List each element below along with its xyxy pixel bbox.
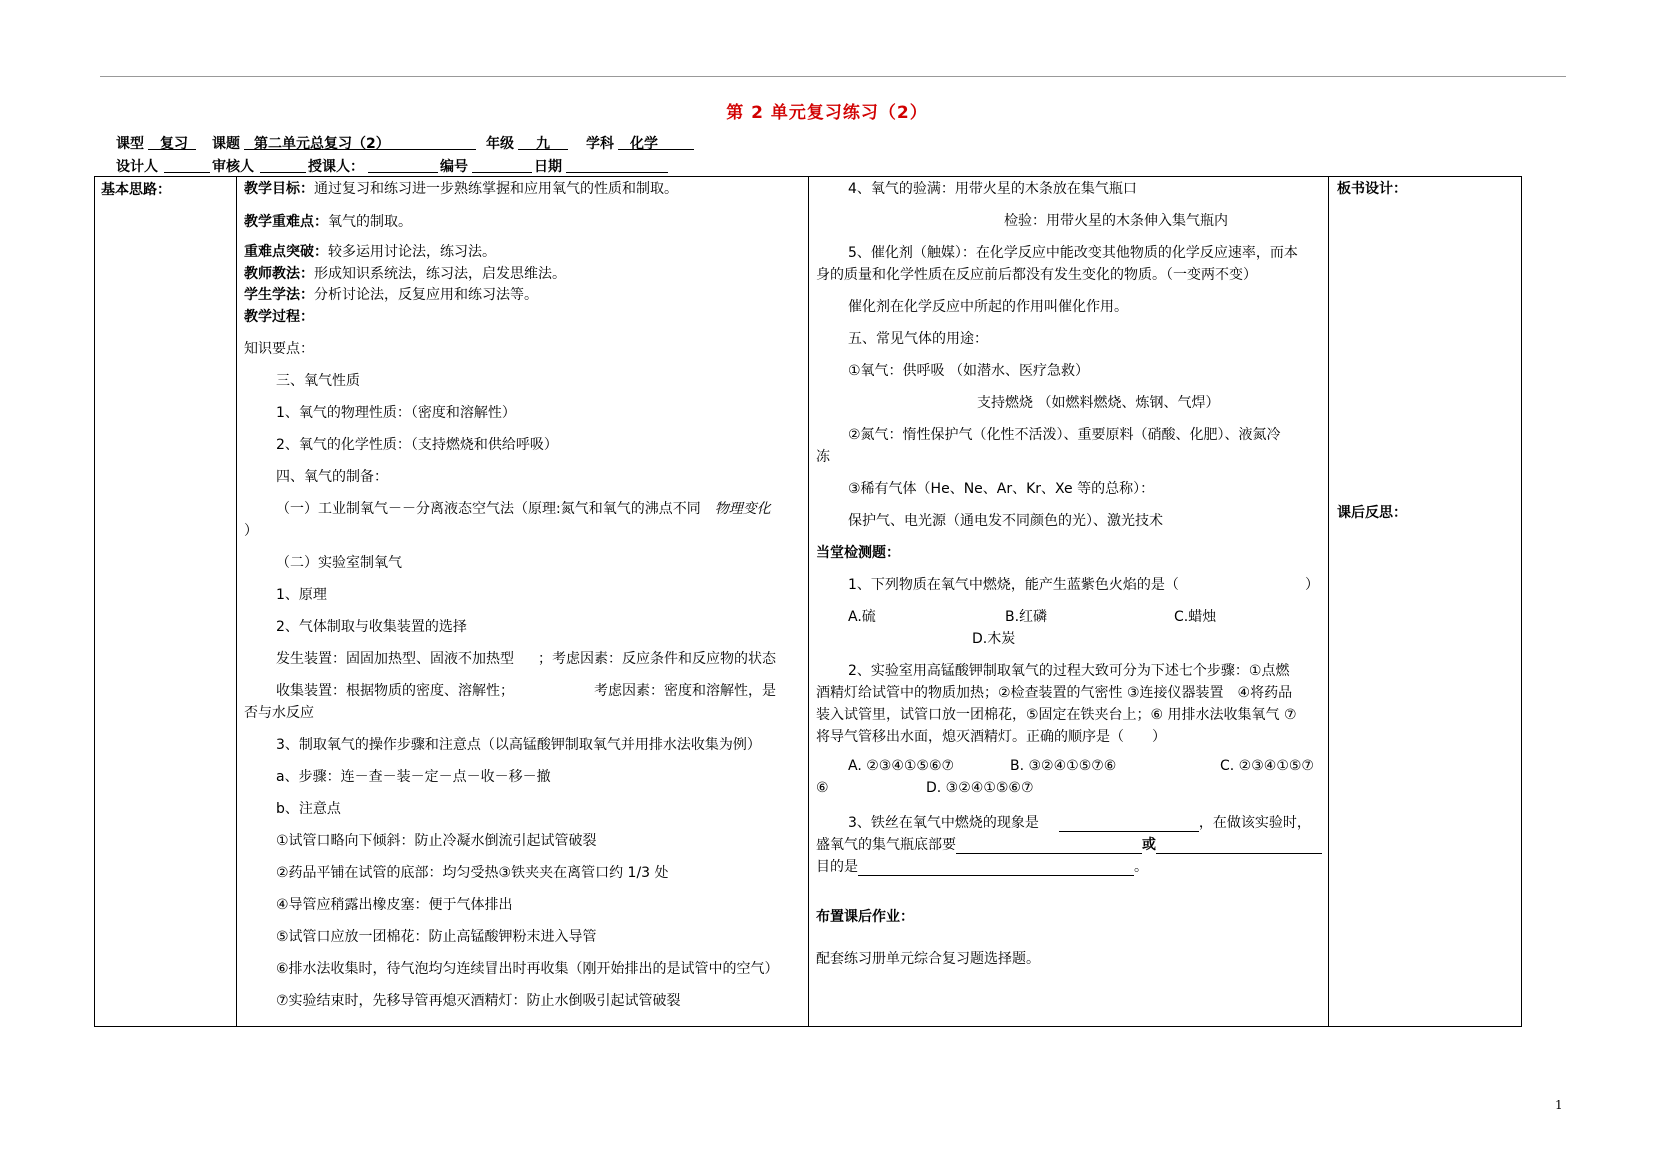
page-number: 1 [1555, 1098, 1563, 1112]
homework-label: 布置课后作业： [816, 909, 914, 925]
question-3-line-2: 盛氧气的集气瓶底部要 或 [816, 834, 1322, 854]
col-board-design [1329, 177, 1522, 1027]
item-4-1-close: ） [244, 523, 258, 539]
q1-option-c: C.蜡烛 [1174, 609, 1217, 625]
teacher-underline [368, 156, 438, 173]
reviewer-label: 审核人 [212, 159, 254, 175]
learn-method-line: 学生学法：分析讨论法，反复应用和练习法等。 [244, 287, 538, 303]
question-1: 1、下列物质在氧气中燃烧，能产生蓝紫色火焰的是（ [848, 577, 1179, 593]
key-line: 教学重难点：氧气的制取。 [244, 214, 412, 230]
quiz-label: 当堂检测题： [816, 545, 900, 561]
question-2-line-4: 将导气管移出水面，熄灭酒精灯。正确的顺序是（ ） [816, 729, 1166, 745]
q3-purpose-blank [858, 861, 1134, 876]
board-design-label: 板书设计： [1337, 181, 1407, 197]
lesson-type-label: 课型 [116, 136, 144, 152]
q1-option-a: A.硫 [848, 609, 876, 625]
date-underline [566, 156, 668, 173]
section-5: 五、常见气体的用途： [848, 331, 988, 347]
question-2-line-1: 2、实验室用高锰酸钾制取氧气的过程大致可分为下述七个步骤：①点燃 [848, 663, 1290, 679]
teacher-label: 授课人： [308, 159, 364, 175]
question-3-line-1: 3、铁丝在氧气中燃烧的现象是 ，在做该实验时， [848, 815, 1311, 831]
goal-line: 教学目标：通过复习和练习进一步熟练掌握和应用氧气的性质和制取。 [244, 181, 678, 197]
catalyst-line-2: 身的质量和化学性质在反应前后都没有发生变化的物质。（一变两不变） [816, 267, 1257, 283]
use-noble-gas: ③稀有气体（He、Ne、Ar、Kr、Xe 等的总称）： [848, 481, 1155, 497]
q3-phenomenon-blank [1059, 817, 1199, 832]
section-3: 三、氧气性质 [276, 373, 360, 389]
collection-device-cont: 否与水反应 [244, 705, 314, 721]
date-label: 日期 [534, 159, 562, 175]
generation-device-line: 发生装置：固固加热型、固液不加热型 ；考虑因素：反应条件和反应物的状态 [276, 651, 776, 667]
item-4-2-1: 1、原理 [276, 587, 327, 603]
use-oxygen: ①氧气：供呼吸 （如潜水、医疗急救） [848, 363, 1089, 379]
q2-option-c: C. ②③④①⑤⑦ [1220, 758, 1314, 774]
number-underline [472, 156, 532, 173]
item-4-1: （一）工业制氧气－－分离液态空气法（原理:氮气和氧气的沸点不同 物理变化 [276, 501, 771, 517]
note-5: ⑤试管口应放一团棉花：防止高锰酸钾粉末进入导管 [276, 929, 597, 945]
knowledge-label: 知识要点： [244, 341, 314, 357]
grade-label: 年级 [486, 136, 514, 152]
notes-label: b、注意点 [276, 801, 341, 817]
col-teaching [237, 177, 809, 1027]
designer-underline [164, 156, 210, 173]
use-nitrogen-2: 冻 [816, 449, 830, 465]
header-rule [100, 76, 1566, 77]
topic-label: 课题 [212, 136, 240, 152]
catalyst-effect: 催化剂在化学反应中所起的作用叫催化作用。 [848, 299, 1128, 315]
catalyst-line-1: 5、催化剂（触媒）：在化学反应中能改变其他物质的化学反应速率，而本 [848, 245, 1298, 261]
col-basic-idea [95, 177, 237, 1027]
item-4-verify-full: 4、氧气的验满：用带火星的木条放在集气瓶口 [848, 181, 1137, 197]
q3-bottom-blank [956, 839, 1142, 854]
question-2-line-2: 酒精灯给试管中的物质加热；②检查装置的气密性 ③连接仪器装置 ④将药品 [816, 685, 1293, 701]
homework-text: 配套练习册单元综合复习题选择题。 [816, 951, 1040, 967]
item-3-2: 2、氧气的化学性质：（支持燃烧和供给呼吸） [276, 437, 558, 453]
reflection-label: 课后反思： [1337, 505, 1407, 521]
note-6: ⑥排水法收集时，待气泡均匀连续冒出时再收集（刚开始排出的是试管中的空气） [276, 961, 779, 977]
topic-value: 第二单元总复习（2） [254, 136, 390, 152]
item-4-2-2: 2、气体制取与收集装置的选择 [276, 619, 467, 635]
note-7: ⑦实验结束时，先移导管再熄灭酒精灯：防止水倒吸引起试管破裂 [276, 993, 681, 1009]
lesson-plan-table [94, 176, 1522, 1027]
item-4-2-3: 3、制取氧气的操作步骤和注意点（以高锰酸钾制取氧气并用排水法收集为例） [276, 737, 761, 753]
use-oxygen-2: 支持燃烧 （如燃料燃烧、炼钢、气焊） [977, 395, 1220, 411]
q2-option-a: A. ②③④①⑤⑥⑦ [848, 758, 955, 774]
number-label: 编号 [440, 159, 468, 175]
note-4: ④导管应稍露出橡皮塞：便于气体排出 [276, 897, 513, 913]
breakthrough-line: 重难点突破：较多运用讨论法，练习法。 [244, 244, 496, 260]
steps-line: a、步骤：连－查－装－定－点－收－移－撤 [276, 769, 551, 785]
process-label: 教学过程： [244, 309, 314, 325]
item-4-2: （二）实验室制氧气 [276, 555, 402, 571]
subject-label: 学科 [586, 136, 614, 152]
item-4-check: 检验：用带火星的木条伸入集气瓶内 [1004, 213, 1228, 229]
note-1: ①试管口略向下倾斜：防止冷凝水倒流引起试管破裂 [276, 833, 597, 849]
teach-method-line: 教师教法：形成知识系统法，练习法，启发思维法。 [244, 266, 566, 282]
designer-label: 设计人 [116, 159, 158, 175]
item-3-1: 1、氧气的物理性质：（密度和溶解性） [276, 405, 516, 421]
collection-device-line: 收集装置：根据物质的密度、溶解性； 考虑因素：密度和溶解性，是 [276, 683, 776, 699]
page-title: 第 2 单元复习练习（2） [726, 103, 928, 123]
q1-option-d: D.木炭 [972, 631, 1016, 647]
q2-option-c-tail: ⑥ [816, 780, 829, 796]
question-3-line-3: 目的是 。 [816, 859, 1148, 875]
question-1-end: ） [1305, 577, 1319, 593]
use-nitrogen-1: ②氮气：惰性保护气（化性不活泼）、重要原料（硝酸、化肥）、液氮冷 [848, 427, 1281, 443]
q2-option-b: B. ③②④①⑤⑦⑥ [1010, 758, 1117, 774]
note-2-3: ②药品平铺在试管的底部：均匀受热③铁夹夹在离管口约 1/3 处 [276, 865, 669, 881]
question-2-line-3: 装入试管里，试管口放一团棉花，⑤固定在铁夹台上；⑥ 用排水法收集氧气 ⑦ [816, 707, 1297, 723]
use-noble-gas-2: 保护气、电光源（通电发不同颜色的光）、激光技术 [848, 513, 1163, 529]
lesson-type-value: 复习 [160, 136, 188, 152]
basic-idea-heading: 基本思路： [101, 182, 171, 198]
col-continuation [809, 177, 1329, 1027]
section-4: 四、氧气的制备： [276, 469, 388, 485]
q2-option-d: D. ③②④①⑤⑥⑦ [926, 780, 1034, 796]
grade-value: 九 [536, 136, 550, 152]
q1-option-b: B.红磷 [1005, 609, 1048, 625]
reviewer-underline [260, 156, 306, 173]
q3-or-blank [1156, 839, 1322, 854]
subject-value: 化学 [630, 136, 658, 152]
